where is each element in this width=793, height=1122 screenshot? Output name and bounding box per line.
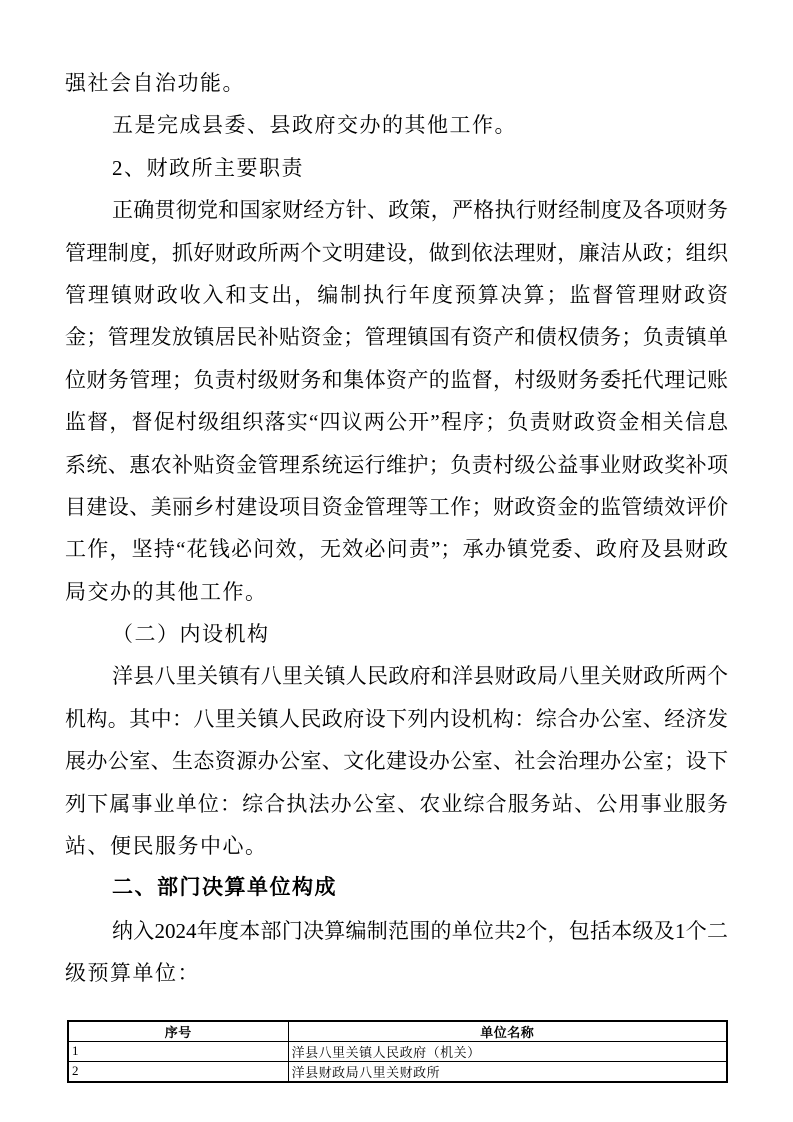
paragraph-line: 强社会自治功能。: [65, 71, 245, 95]
paragraph-line: 管理镇财政收入和支出，编制执行年度预算决算；监督管理财政资: [65, 282, 728, 307]
col-header-index: 序号: [68, 1021, 288, 1042]
paragraph-line: 五是完成县委、县政府交办的其他工作。: [112, 113, 517, 138]
paragraph-line: 正确贯彻党和国家财经方针、政策，严格执行财经制度及各项财务: [112, 198, 728, 223]
col-header-unit-name: 单位名称: [288, 1021, 727, 1042]
cell-unit-name: 洋县财政局八里关财政所: [288, 1061, 727, 1082]
paragraph-line: 系统、惠农补贴资金管理系统运行维护；负责村级公益事业财政奖补项: [65, 452, 728, 477]
paragraph-line: 局交办的其他工作。: [65, 579, 268, 604]
table-row: [68, 1041, 727, 1061]
paragraph-line: 管理制度，抓好财政所两个文明建设，做到依法理财，廉洁从政；组织: [65, 240, 728, 265]
cell-unit-name: 洋县八里关镇人民政府（机关）: [288, 1041, 727, 1061]
table-row: [68, 1061, 727, 1082]
paragraph-line: 目建设、美丽乡村建设项目资金管理等工作；财政资金的监管绩效评价: [65, 494, 728, 519]
paragraph-line: 金；管理发放镇居民补贴资金；管理镇国有资产和债权债务；负责镇单: [65, 325, 728, 350]
paragraph-line: 级预算单位：: [65, 961, 200, 986]
units-table-container: [67, 1020, 728, 1083]
cell-index: 1: [68, 1041, 288, 1061]
paragraph-line: 列下属事业单位：综合执法办公室、农业综合服务站、公用事业服务: [65, 791, 728, 816]
section-heading: 二、部门决算单位构成: [112, 876, 337, 900]
paragraph-line: 洋县八里关镇有八里关镇人民政府和洋县财政局八里关财政所两个: [112, 664, 728, 689]
paragraph-line: 纳入2024年度本部门决算编制范围的单位共2个，包括本级及1个二: [112, 918, 728, 943]
paragraph-line: 工作，坚持“花钱必问效，无效必问责”；承办镇党委、政府及县财政: [65, 537, 728, 562]
cell-index: 2: [68, 1061, 288, 1082]
paragraph-line: 机构。其中：八里关镇人民政府设下列内设机构：综合办公室、经济发: [65, 706, 728, 731]
sub-heading: 2、财政所主要职责: [112, 155, 304, 180]
units-table: [67, 1020, 728, 1083]
paragraph-line: 监督，督促村级组织落实“四议两公开”程序；负责财政资金相关信息: [65, 410, 728, 435]
sub-heading: （二）内设机构: [112, 622, 270, 647]
paragraph-line: 位财务管理；负责村级财务和集体资产的监督，村级财务委托代理记账: [65, 367, 728, 392]
table-header-row: [68, 1021, 727, 1042]
paragraph-line: 站、便民服务中心。: [65, 834, 268, 859]
paragraph-line: 展办公室、生态资源办公室、文化建设办公室、社会治理办公室；设下: [65, 749, 728, 774]
